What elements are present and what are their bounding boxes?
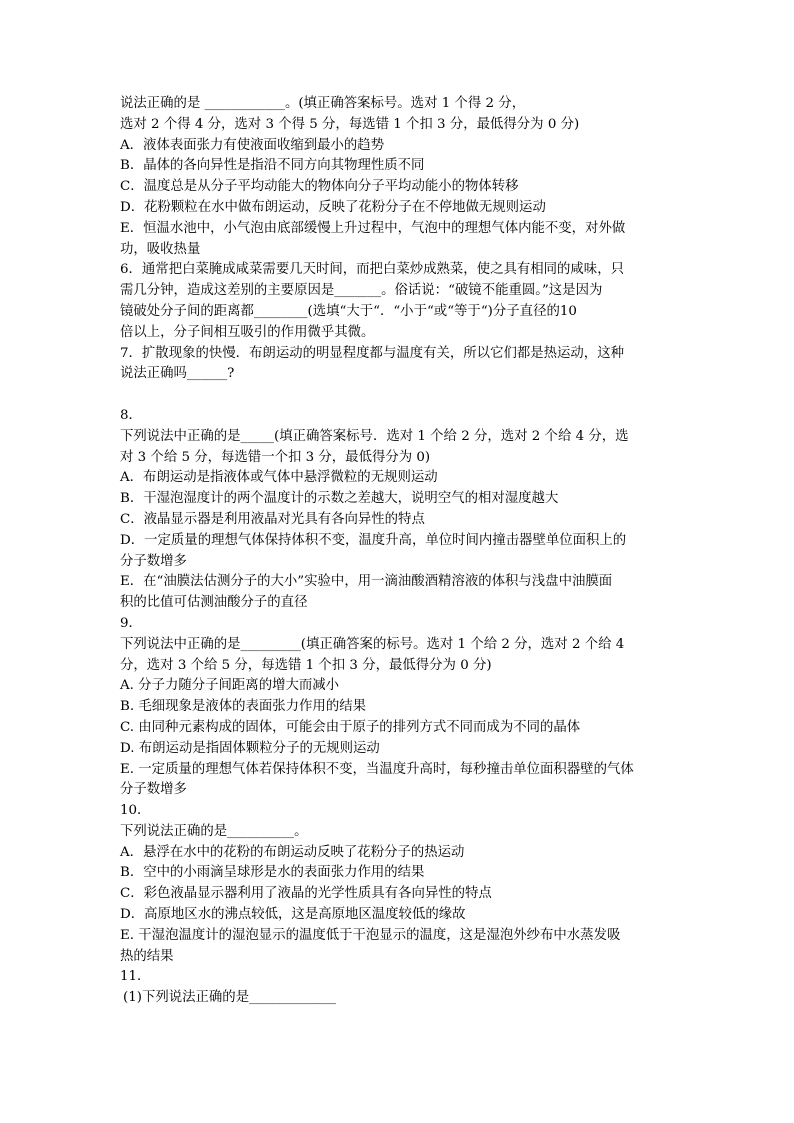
question-11-part-1: (1)下列说法正确的是_____________ — [123, 990, 337, 1006]
question-9-number: 9． — [120, 615, 142, 631]
option-e: E．在“油膜法估测分子的大小”实验中，用一滴油酸酒精溶液的体积与浅盘中油膜面 — [120, 574, 613, 590]
blank-line — [120, 385, 680, 406]
option-e: E. 一定质量的理想气体若保持体积不变，当温度升高时，每秒撞击单位面积器壁的气体 — [120, 761, 634, 777]
question-6: 6．通常把白菜腌成咸菜需要几天时间，而把白菜炒成熟菜，使之具有相同的咸味，只 — [120, 262, 624, 278]
text-line: 分子数增多 — [120, 782, 187, 798]
option-a: A. 分子力随分子间距离的增大而减小 — [120, 678, 340, 694]
question-10-number: 10． — [120, 803, 151, 819]
text-line: 说法正确的是 ____________。(填正确答案标号。选对 1 个得 2 分， — [120, 96, 526, 111]
text-line: 镜破处分子间的距离都________(选填“大于“．“小于“或“等于“)分子直径的10 — [120, 303, 577, 319]
option-a: A．悬浮在水中的花粉的布朗运动反映了花粉分子的热运动 — [120, 844, 465, 860]
option-c: C. 由同种元素构成的固体，可能会由于原子的排列方式不同而成为不同的晶体 — [120, 719, 581, 735]
text-line: 分子数增多 — [120, 553, 187, 569]
option-d: D．一定质量的理想气体保持体积不变，温度升高，单位时间内撞击器壁单位面积上的 — [120, 532, 627, 548]
text-line: 需几分钟，造成这差别的主要原因是_______。俗话说：“破镜不能重圆。”这是因为 — [120, 283, 603, 299]
text-line: 对 3 个给 5 分，每选错一个扣 3 分，最低得分为 0) — [120, 449, 431, 465]
text-line: 热的结果 — [120, 948, 174, 964]
question-9-stem: 下列说法中正确的是_________(填正确答案的标号。选对 1 个给 2 分，选对 2 个给 4 — [120, 636, 625, 652]
option-b: B. 毛细现象是液体的表面张力作用的结果 — [120, 699, 366, 715]
option-a: A．液体表面张力有使液面收缩到最小的趋势 — [120, 137, 385, 153]
option-a: A．布朗运动是指液体或气体中悬浮微粒的无规则运动 — [120, 470, 438, 486]
text-line: 选对 2 个得 4 分，选对 3 个得 5 分，每选错 1 个扣 3 分，最低得分为 0 分) — [120, 116, 580, 132]
question-11-number: 11． — [120, 969, 151, 985]
text-line: 功，吸收热量 — [120, 241, 201, 257]
option-b: B．晶体的各向异性是指沿不同方向其物理性质不同 — [120, 158, 425, 174]
option-d: D．高原地区水的沸点较低，这是高原地区温度较低的缘故 — [120, 907, 466, 923]
text-line: 倍以上，分子间相互吸引的作用微乎其微。 — [120, 324, 375, 340]
option-d: D. 布朗运动是指固体颗粒分子的无规则运动 — [120, 740, 380, 756]
option-c: C．彩色液晶显示器利用了液晶的光学性质具有各向异性的特点 — [120, 886, 492, 902]
option-b: B．空中的小雨滴呈球形是水的表面张力作用的结果 — [120, 865, 425, 881]
text-line: 说法正确吗______? — [120, 366, 235, 382]
option-c: C．液晶显示器是利用液晶对光具有各向异性的特点 — [120, 511, 425, 527]
question-8-stem: 下列说法中正确的是_____(填正确答案标号．选对 1 个给 2 分，选对 2 个给 4 分，选 — [120, 428, 629, 444]
option-d: D．花粉颗粒在水中做布朗运动，反映了花粉分子在不停地做无规则运动 — [120, 199, 546, 215]
option-b: B．干湿泡湿度计的两个温度计的示数之差越大，说明空气的相对湿度越大 — [120, 491, 559, 507]
option-c: C．温度总是从分子平均动能大的物体向分子平均动能小的物体转移 — [120, 179, 519, 195]
option-e: E. 干湿泡温度计的湿泡显示的温度低于干泡显示的温度，这是湿泡外纱布中水蒸发吸 — [120, 927, 621, 943]
question-7: 7．扩散现象的快慢．布朗运动的明显程度都与温度有关，所以它们都是热运动，这种 — [120, 345, 624, 361]
document-page — [120, 94, 680, 1009]
option-e: E．恒温水池中，小气泡由底部缓慢上升过程中，气泡中的理想气体内能不变，对外做 — [120, 220, 626, 236]
question-8-number: 8． — [120, 407, 142, 423]
text-line: 积的比值可估测油酸分子的直径 — [120, 595, 308, 611]
text-line: 分，选对 3 个给 5 分，每选错 1 个扣 3 分，最低得分为 0 分) — [120, 657, 492, 673]
question-10-stem: 下列说法正确的是__________。 — [120, 823, 308, 839]
